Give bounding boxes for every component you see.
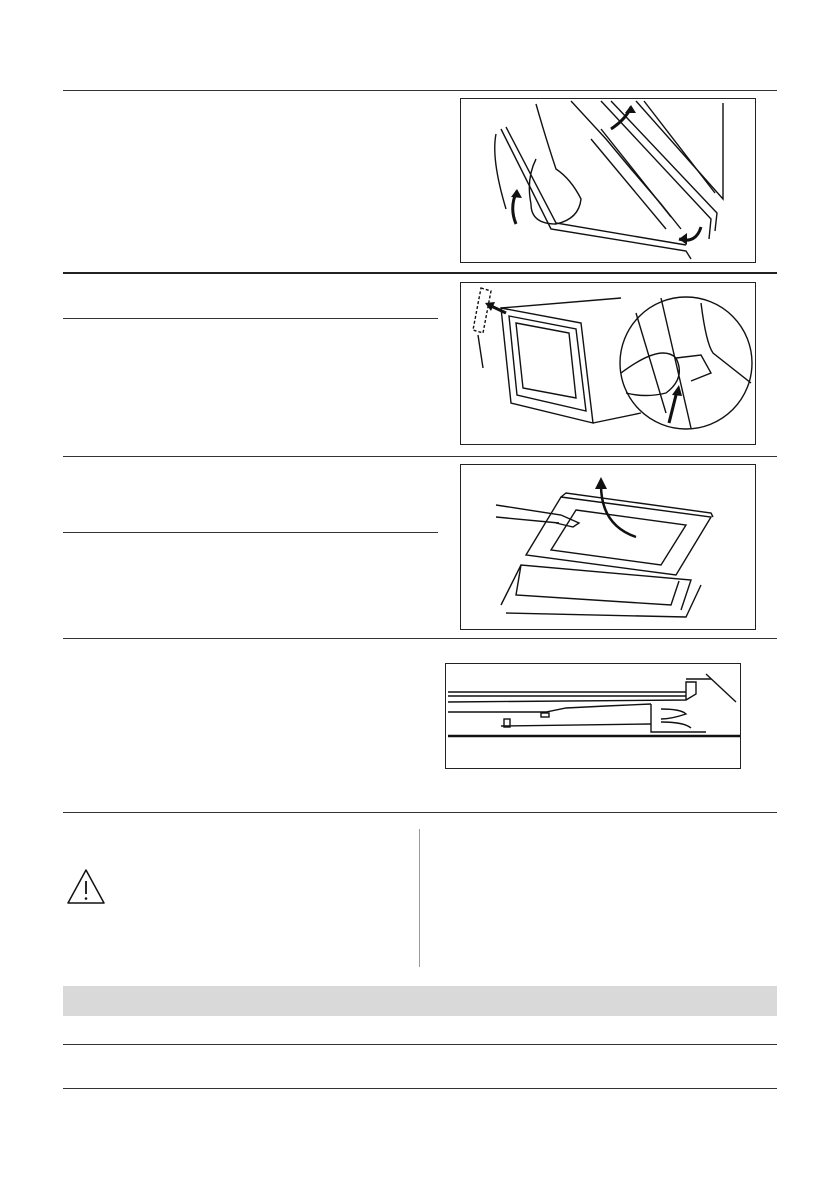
panel-seat-detail-icon	[446, 664, 740, 768]
glass-panel-remove-figure	[460, 464, 756, 630]
column-divider	[63, 532, 438, 533]
section-divider	[63, 90, 777, 91]
warning-column-divider	[419, 829, 420, 967]
section-header-bar	[63, 986, 777, 1016]
glass-panel-remove-icon	[461, 465, 755, 629]
panel-seat-detail-figure	[445, 663, 741, 769]
section-divider	[63, 638, 777, 639]
section-divider	[63, 456, 777, 457]
door-hinge-lock-icon	[461, 99, 755, 262]
door-lift-remove-icon	[461, 283, 755, 444]
door-lift-remove-figure	[460, 282, 756, 445]
section-divider	[63, 812, 777, 813]
section-divider	[63, 1088, 777, 1089]
warning-triangle-icon	[66, 868, 106, 906]
section-divider	[63, 1044, 777, 1045]
column-divider	[63, 318, 438, 319]
door-hinge-lock-figure	[460, 98, 756, 263]
section-divider	[63, 272, 777, 274]
